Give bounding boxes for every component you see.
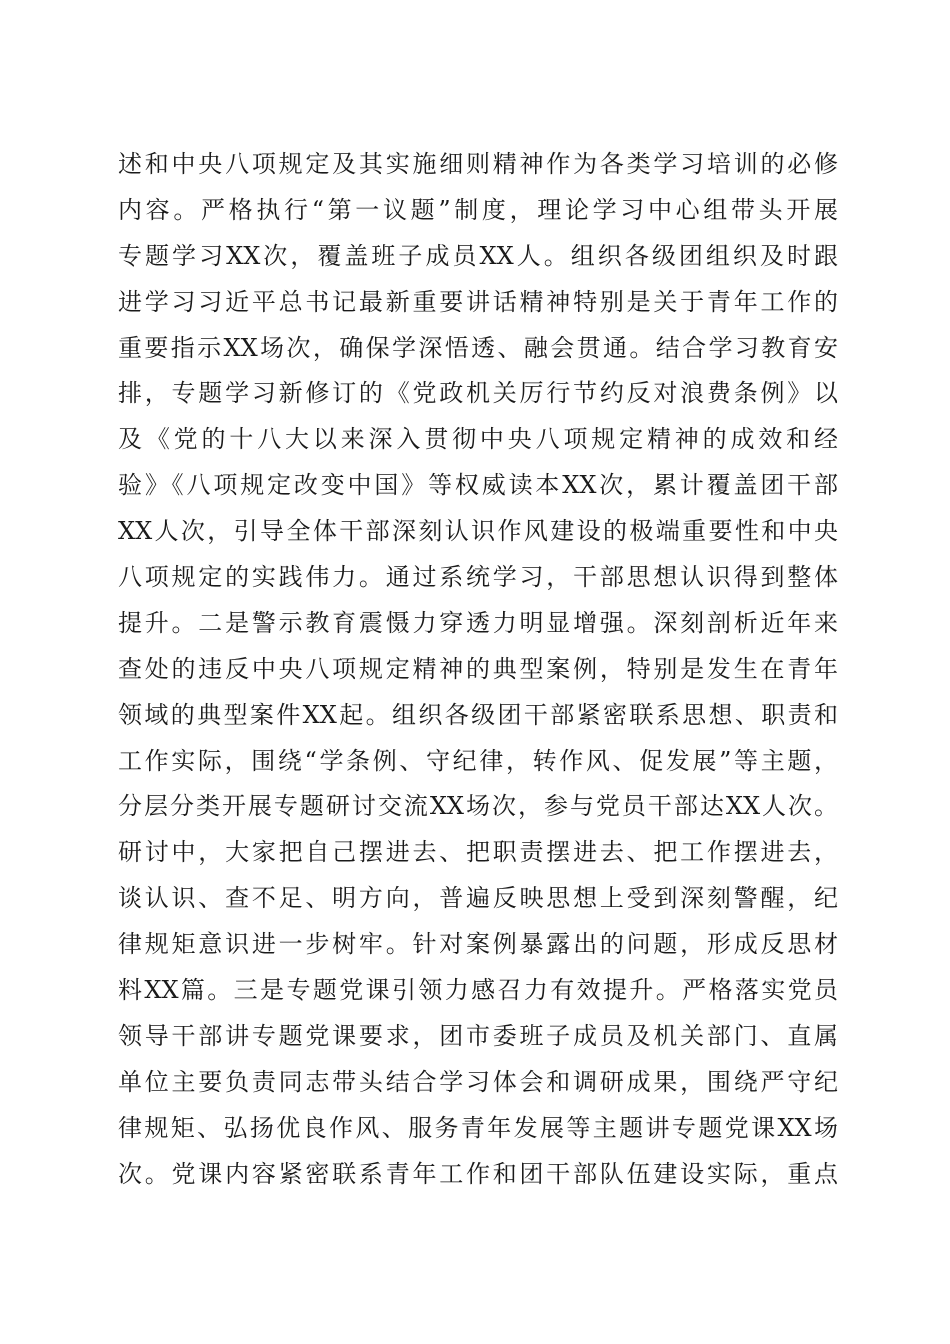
text-line: 进学习习近平总书记最新重要讲话精神特别是关于青年工作的 [118,287,838,316]
text-line: XX人次，引导全体干部深刻认识作风建设的极端重要性和中央 [118,517,838,546]
text-line: 料XX篇。三是专题党课引领力感召力有效提升。严格落实党员 [118,976,838,1005]
text-line: 提升。二是警示教育震慑力穿透力明显增强。深刻剖析近年来 [118,608,838,637]
text-line: 重要指示XX场次，确保学深悟透、融会贯通。结合学习教育安 [118,333,838,362]
text-line: 领导干部讲专题党课要求，团市委班子成员及机关部门、直属 [118,1021,838,1050]
text-line: 单位主要负责同志带头结合学习体会和调研成果，围绕严守纪 [118,1067,838,1096]
text-line: 排，专题学习新修订的《党政机关厉行节约反对浪费条例》以 [118,379,838,408]
text-line: 研讨中，大家把自己摆进去、把职责摆进去、把工作摆进去， [118,838,838,867]
text-line: 工作实际，围绕“学条例、守纪律，转作风、促发展”等主题， [118,746,838,775]
text-line: 八项规定的实践伟力。通过系统学习，干部思想认识得到整体 [118,563,838,592]
text-line: 次。党课内容紧密联系青年工作和团干部队伍建设实际，重点 [118,1159,838,1188]
text-line: 分层分类开展专题研讨交流XX场次，参与党员干部达XX人次。 [118,792,838,821]
text-line: 律规矩、弘扬优良作风、服务青年发展等主题讲专题党课XX场 [118,1113,838,1142]
text-line: 查处的违反中央八项规定精神的典型案例，特别是发生在青年 [118,654,838,683]
text-line: 专题学习XX次，覆盖班子成员XX人。组织各级团组织及时跟 [118,241,838,270]
text-line: 验》《八项规定改变中国》等权威读本XX次，累计覆盖团干部 [118,471,838,500]
text-line: 谈认识、查不足、明方向，普遍反映思想上受到深刻警醒，纪 [118,884,838,913]
text-line: 律规矩意识进一步树牢。针对案例暴露出的问题，形成反思材 [118,930,838,959]
body-paragraph [118,142,838,1197]
text-line: 述和中央八项规定及其实施细则精神作为各类学习培训的必修 [118,150,838,178]
text-line: 领域的典型案件XX起。组织各级团干部紧密联系思想、职责和 [118,700,838,729]
text-line: 及《党的十八大以来深入贯彻中央八项规定精神的成效和经 [118,425,838,454]
text-line: 内容。严格执行“第一议题”制度，理论学习中心组带头开展 [118,195,838,224]
